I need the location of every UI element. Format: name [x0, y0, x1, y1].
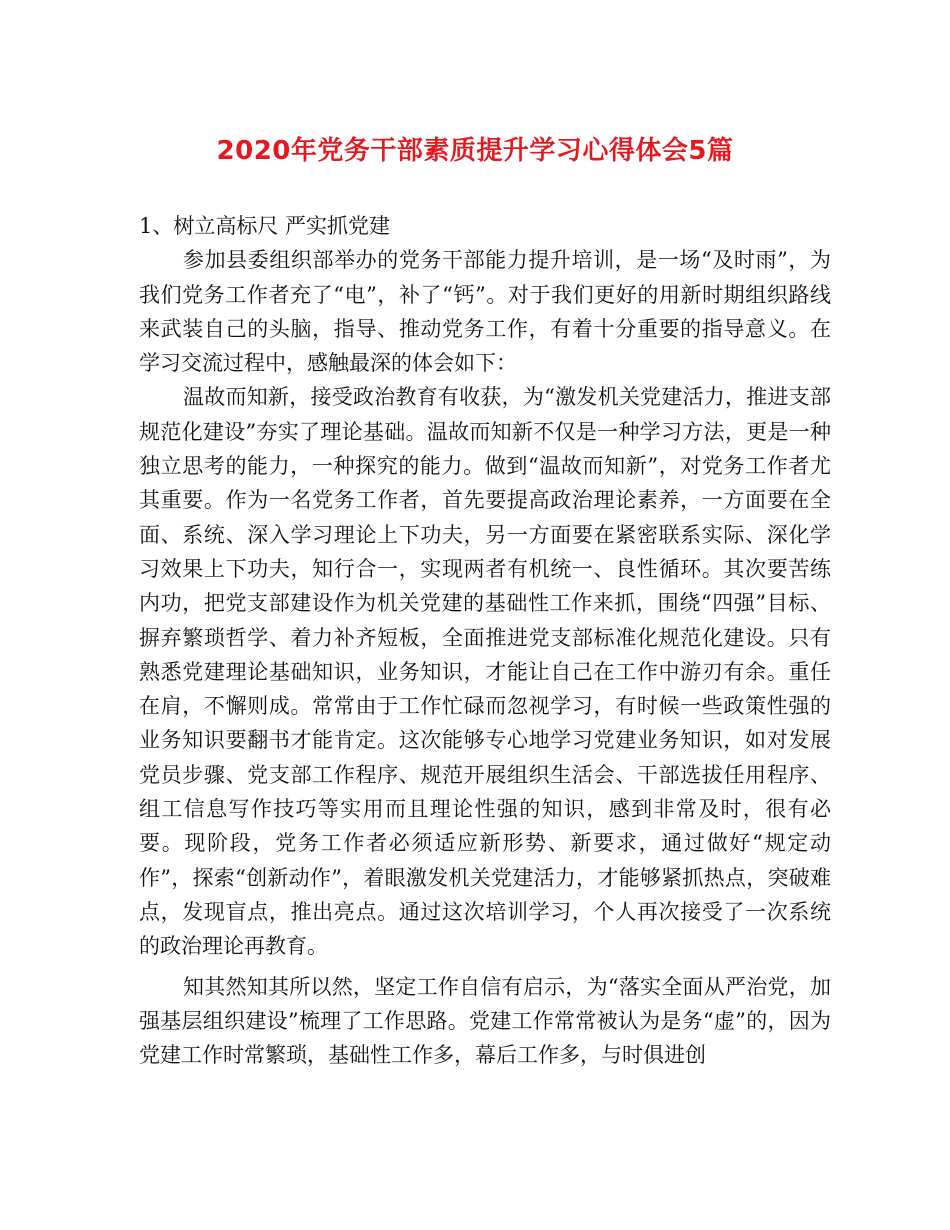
document-body [139, 209, 831, 1072]
paragraph-2: 温故而知新，接受政治教育有收获，为“激发机关党建活力，推进支部规范化建设”夯实了理论基础。温故而知新不仅是一种学习方法，更是一种独立思考的能力，一种探究的能力。做到“温故而知新”，对党务工作者尤其重要。作为一名党务工作者，首先要提高政治理论素养，一方面要在全面、系统、深入学习理论上下功夫，另一方面要在紧密联系实际、深化学习效果上下功夫，知行合一，实现两者有机统一、良性循环。其次要苦练内功，把党支部建设作为机关党建的基础性工作来抓，围绕“四强”目标、摒弃繁琐哲学、着力补齐短板，全面推进党支部标准化规范化建设。只有熟悉党建理论基础知识，业务知识，才能让自己在工作中游刃有余。重任在肩，不懈则成。常常由于工作忙碌而忽视学习，有时候一些政策性强的业务知识要翻书才能肯定。这次能够专心地学习党建业务知识，如对发展党员步骤、党支部工作程序、规范开展组织生活会、干部选拔任用程序、组工信息写作技巧等实用而且理论性强的知识，感到非常及时，很有必要。现阶段，党务工作者必须适应新形势、新要求，通过做好“规定动作”，探索“创新动作”，着眼激发机关党建活力，才能够紧抓热点，突破难点，发现盲点，推出亮点。通过这次培训学习，个人再次接受了一次系统的政治理论再教育。 [139, 385, 831, 959]
paragraph-3: 知其然知其所以然，坚定工作自信有启示，为“落实全面从严治党，加强基层组织建设”梳理了工作思路。党建工作常常被认为是务“虚”的，因为党建工作时常繁琐，基础性工作多，幕后工作多，与时俱进创 [139, 974, 831, 1068]
document-title: 2020年党务干部素质提升学习心得体会5篇 [216, 136, 734, 166]
paragraph-1: 参加县委组织部举办的党务干部能力提升培训，是一场“及时雨”，为我们党务工作者充了“电”，补了“钙”。对于我们更好的用新时期组织路线来武装自己的头脑，指导、推动党务工作，有着十分重要的指导意义。在学习交流过程中，感触最深的体会如下： [139, 248, 831, 376]
section-heading: 1、树立高标尺 严实抓党建 [139, 214, 391, 238]
